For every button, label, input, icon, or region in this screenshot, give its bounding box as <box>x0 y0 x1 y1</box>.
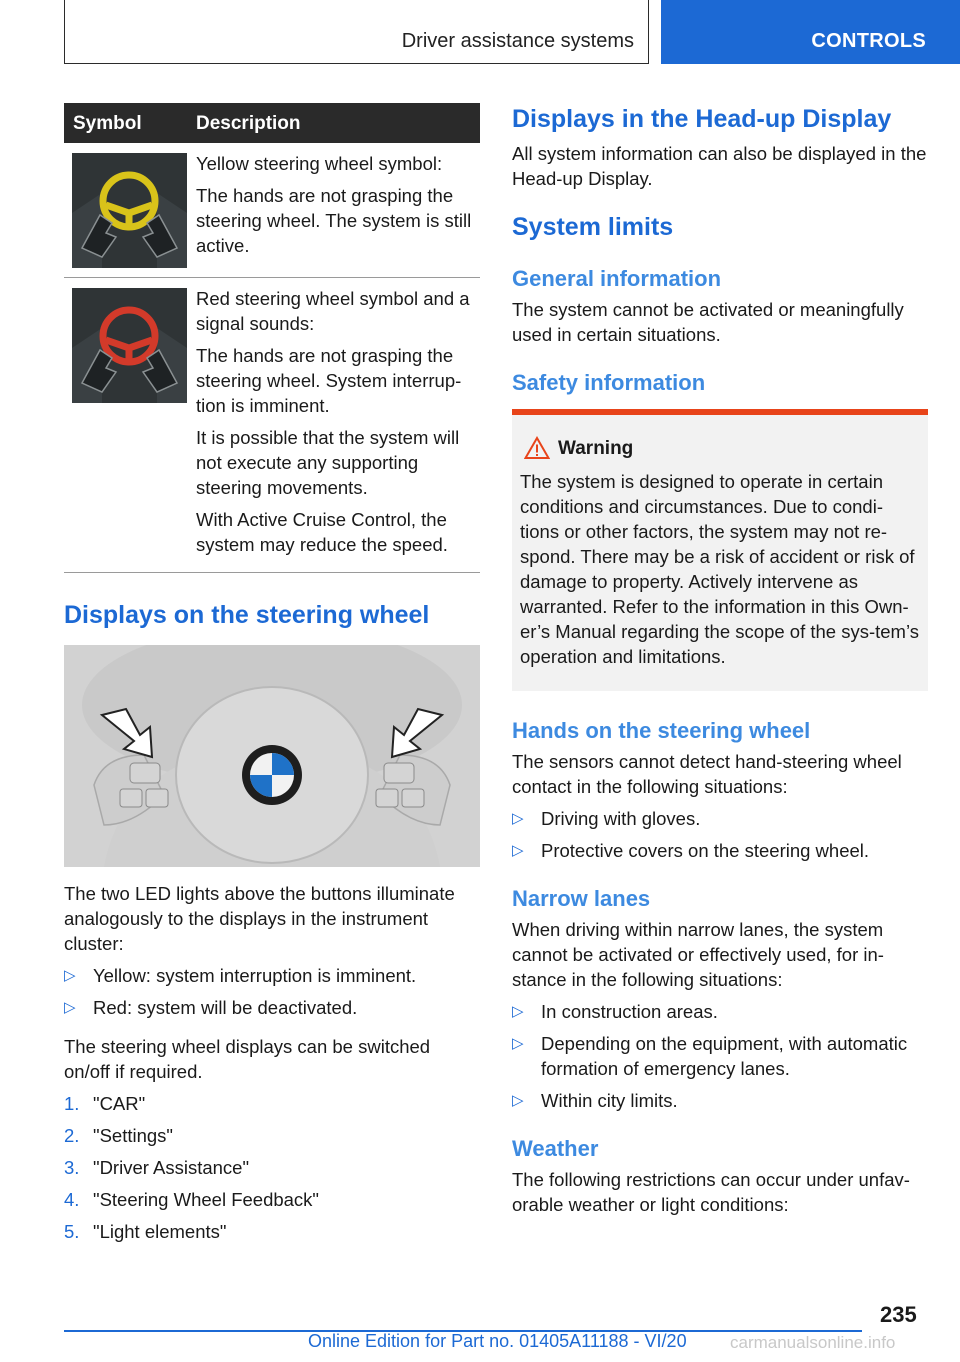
narrow-lanes-heading: Narrow lanes <box>512 886 651 911</box>
description-paragraph: With Active Cruise Control, the system may reduce the speed. <box>196 509 448 555</box>
description-paragraph: The hands are not grasping the steering wheel. System interrup-tion is imminent. <box>196 345 462 416</box>
red-steering-wheel-icon <box>72 288 187 403</box>
bullet-triangle-icon: ▷ <box>512 1092 524 1109</box>
warning-triangle-icon <box>524 436 550 460</box>
page-number: 235 <box>880 1302 917 1327</box>
bullet-triangle-icon: ▷ <box>512 1035 524 1052</box>
bullet-triangle-icon: ▷ <box>512 1003 524 1020</box>
hud-heading: Displays in the Head-up Display <box>512 105 892 133</box>
steering-wheel-displays-heading: Displays on the steering wheel <box>64 601 430 629</box>
bullet-triangle-icon: ▷ <box>64 999 76 1016</box>
header-chapter-title: CONTROLS <box>811 30 926 52</box>
list-item: ▷ Within city limits. <box>512 1090 678 1111</box>
step-item: 4. "Steering Wheel Feedback" <box>64 1189 320 1210</box>
steering-wheel-photo <box>64 645 480 867</box>
description-paragraph: Yellow steering wheel symbol: <box>196 153 443 174</box>
narrow-lanes-text: When driving within narrow lanes, the system cannot be activated or effectively used, for in-stance in the following situations: <box>512 919 884 990</box>
hands-text: The sensors cannot detect hand-steering wheel contact in the following situations: <box>512 751 902 797</box>
warning-title: Warning <box>520 437 920 461</box>
list-item: ▷ Red: system will be deactivated. <box>64 997 358 1018</box>
warning-box <box>512 409 928 691</box>
step-item: 2. "Settings" <box>64 1125 173 1146</box>
weather-heading: Weather <box>512 1136 599 1161</box>
description-paragraph: It is possible that the system will not execute any supporting steering movements. <box>196 427 460 498</box>
list-item: ▷ Driving with gloves. <box>512 808 701 829</box>
led-intro-text: The two LED lights above the buttons illuminate analogously to the displays in the instrument cluster: <box>64 883 455 954</box>
list-item: ▷ Protective covers on the steering wheel. <box>512 840 870 861</box>
table-row <box>64 143 480 278</box>
list-item: ▷ In construction areas. <box>512 1001 718 1022</box>
left-column <box>64 103 480 1244</box>
hud-text: All system information can also be displayed in the Head-up Display. <box>512 143 927 189</box>
table-header-symbol: Symbol <box>73 113 142 134</box>
header-chapter-box <box>661 0 960 64</box>
footer-edition: Online Edition for Part no. 01405A11188 - VI/20 <box>308 1331 687 1351</box>
step-item: 3. "Driver Assistance" <box>64 1157 250 1178</box>
description-paragraph: Red steering wheel symbol and a signal sounds: <box>196 288 470 334</box>
general-information-heading: General information <box>512 266 722 291</box>
bullet-triangle-icon: ▷ <box>512 842 524 859</box>
header-section-title: Driver assistance systems <box>401 30 634 52</box>
header-section-box <box>64 0 649 64</box>
weather-text: The following restrictions can occur under unfav-orable weather or light conditions: <box>512 1169 910 1215</box>
right-column <box>512 103 928 1217</box>
list-item: ▷ Yellow: system interruption is imminent. <box>64 965 417 986</box>
system-limits-heading: System limits <box>512 213 674 241</box>
yellow-steering-wheel-icon <box>72 153 187 268</box>
hands-heading: Hands on the steering wheel <box>512 718 811 743</box>
description-paragraph: The hands are not grasping the steering wheel. The system is still active. <box>196 185 472 256</box>
step-item: 1. "CAR" <box>64 1093 146 1114</box>
table-header <box>64 103 480 143</box>
table-row-description <box>196 278 480 572</box>
table-header-description: Description <box>196 113 301 134</box>
bullet-triangle-icon: ▷ <box>64 967 76 984</box>
warning-text: The system is designed to operate in certain conditions and circumstances. Due to condi-tions or other factors, the system may not re-spond. There may be a risk of accident or risk of damage to property. Actively intervene as warranted. Refer to the information in this Own-er’s Manual regarding the scope of the sys-tem’s operation and limitations. <box>520 471 919 667</box>
switch-text: The steering wheel displays can be switched on/off if required. <box>64 1036 431 1082</box>
step-item: 5. "Light elements" <box>64 1221 227 1242</box>
table-row <box>64 278 480 573</box>
table-row-description <box>196 143 480 273</box>
footer-watermark: carmanualsonline.info <box>730 1333 896 1352</box>
list-item: ▷ Depending on the equipment, with automatic formation of emergency lanes. <box>512 1033 908 1079</box>
bullet-triangle-icon: ▷ <box>512 810 524 827</box>
general-information-text: The system cannot be activated or meaningfully used in certain situations. <box>512 299 904 345</box>
safety-information-heading: Safety information <box>512 370 706 395</box>
